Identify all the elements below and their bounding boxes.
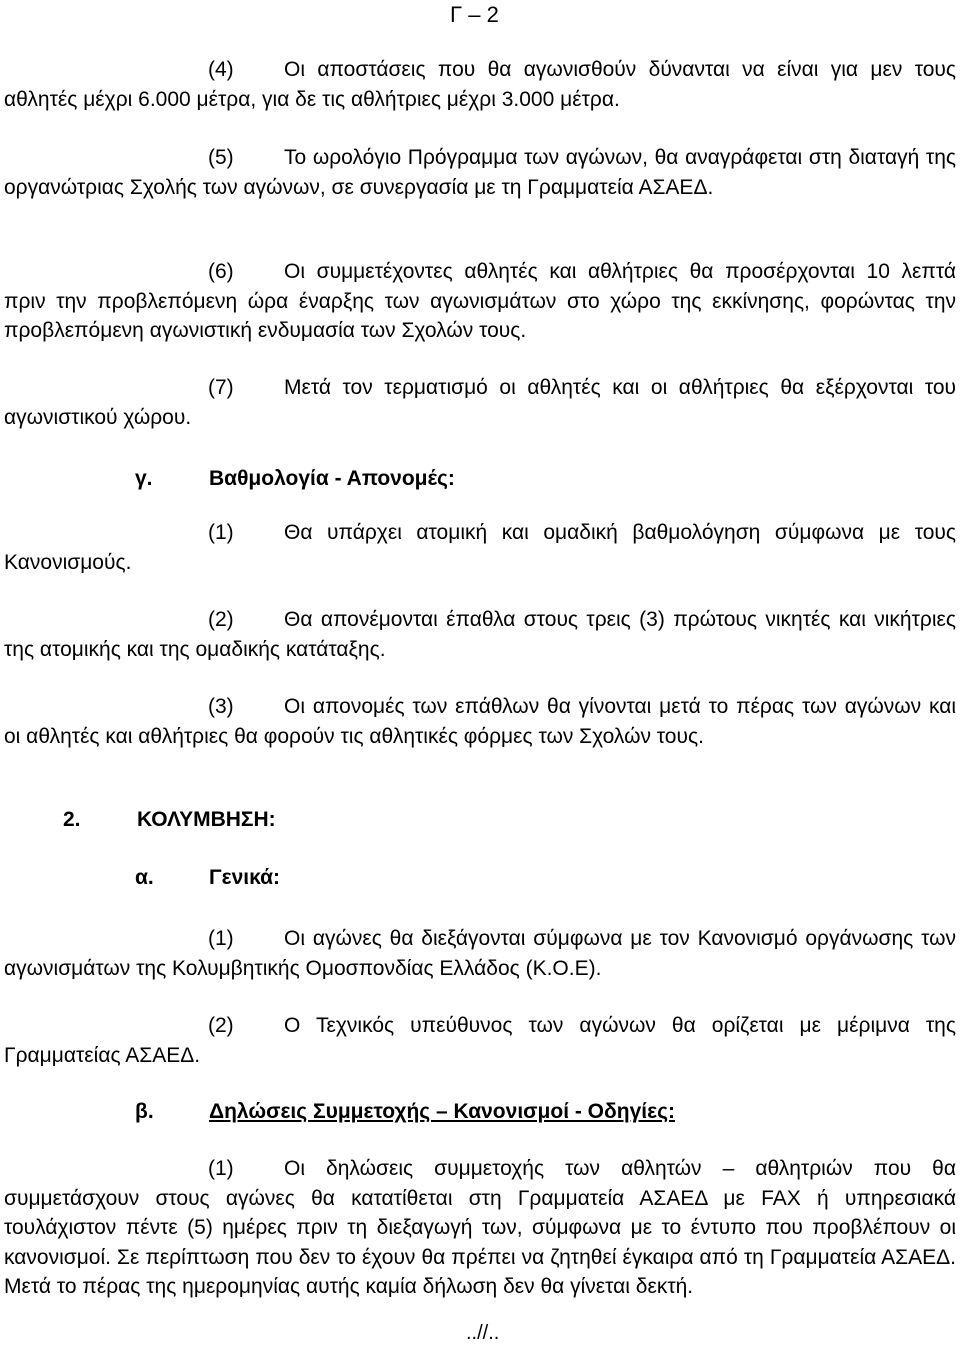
heading-letter: β. [135, 1100, 154, 1123]
paragraph-number: (1) [208, 521, 234, 544]
paragraph-text: Το ωρολόγιο Πρόγραμμα των αγώνων, θα αναγράφεται στη διαταγή της οργανώτριας Σχολής των αγώνων, σε συνεργασία με τη Γραμματεία ΑΣΑΕΔ. [4, 146, 956, 199]
page-number: Γ – 2 [450, 2, 499, 27]
paragraph-number: (5) [208, 146, 234, 169]
paragraph-number: (7) [208, 376, 234, 399]
heading-text: Βαθμολογία - Απονομές: [209, 467, 455, 490]
paragraph-text: Ο Τεχνικός υπεύθυνος των αγώνων θα ορίζεται με μέριμνα της Γραμματείας ΑΣΑΕΔ. [4, 1014, 956, 1067]
section-heading-gamma [135, 464, 455, 493]
paragraph-number: (3) [208, 695, 234, 718]
paragraph-number: (2) [208, 608, 234, 631]
paragraph-text: Οι απονομές των επάθλων θα γίνονται μετά το πέρας των αγώνων και οι αθλητές και αθλήτριες θα φορούν τις αθλητικές φόρμες των Σχολών τους. [4, 695, 956, 748]
paragraph-number: (4) [208, 58, 234, 81]
continuation-mark: ..//.. [466, 1322, 500, 1344]
paragraph-a2 [4, 1011, 956, 1070]
paragraph-text: Οι δηλώσεις συμμετοχής των αθλητών – αθλητριών που θα συμμετάσχουν στους αγώνες θα κατατίθεται στη Γραμματεία ΑΣΑΕΔ με FAX ή υπηρεσιακά τουλάχιστον πέντε (5) ημέρες πριν τη διεξαγωγή των, σύμφωνα με το έντυπο που προβλέπουν οι κανονισμοί. Σε περίπτωση που δεν το έχουν θα πρέπει να ζητηθεί έγκαιρα από τη Γραμματεία ΑΣΑΕΔ. Μετά το πέρας της ημερομηνίας αυτής καμία δήλωση δεν θα γίνεται δεκτή. [4, 1157, 956, 1298]
paragraph-text: Μετά τον τερματισμό οι αθλητές και οι αθλήτριες θα εξέρχονται του αγωνιστικού χώρου. [4, 376, 956, 429]
heading-text: Γενικά: [209, 866, 281, 889]
paragraph-g3 [4, 692, 956, 751]
paragraph-4 [4, 55, 956, 114]
paragraph-text: Οι συμμετέχοντες αθλητές και αθλήτριες θα προσέρχονται 10 λεπτά πριν την προβλεπόμενη ώρα έναρξης των αγωνισμάτων στο χώρο της εκκίνησης, φορώντας την προβλεπόμενη αγωνιστική ενδυμασία των Σχολών τους. [4, 260, 956, 342]
document-page [4, 0, 956, 1350]
paragraph-text: Θα απονέμονται έπαθλα στους τρεις (3) πρώτους νικητές και νικήτριες της ατομικής και της ομαδικής κατάταξης. [4, 608, 956, 661]
paragraph-6 [4, 257, 956, 346]
heading-number: 2. [63, 808, 81, 831]
paragraph-number: (6) [208, 260, 234, 283]
paragraph-g2 [4, 605, 956, 664]
paragraph-a1 [4, 924, 956, 983]
section-heading-swimming [63, 805, 276, 834]
heading-letter: γ. [135, 467, 153, 490]
paragraph-text: Οι αποστάσεις που θα αγωνισθούν δύνανται να είναι για μεν τους αθλητές μέχρι 6.000 μέτρα, για δε τις αθλήτριες μέχρι 3.000 μέτρα. [4, 58, 956, 111]
paragraph-b1 [4, 1154, 956, 1302]
paragraph-number: (1) [208, 927, 234, 950]
paragraph-g1 [4, 518, 956, 577]
section-heading-alpha [135, 863, 281, 892]
heading-text: Δηλώσεις Συμμετοχής – Κανονισμοί - Οδηγίες: [209, 1100, 675, 1123]
paragraph-text: Οι αγώνες θα διεξάγονται σύμφωνα με τον Κανονισμό οργάνωσης των αγωνισμάτων της Κολυμβητικής Ομοσπονδίας Ελλάδος (Κ.Ο.Ε). [4, 927, 956, 980]
heading-letter: α. [135, 866, 154, 889]
paragraph-5 [4, 143, 956, 202]
paragraph-number: (2) [208, 1014, 234, 1037]
paragraph-text: Θα υπάρχει ατομική και ομαδική βαθμολόγηση σύμφωνα με τους Κανονισμούς. [4, 521, 956, 574]
heading-text: ΚΟΛΥΜΒΗΣΗ: [137, 808, 276, 831]
paragraph-number: (1) [208, 1157, 234, 1180]
paragraph-7 [4, 373, 956, 432]
section-heading-beta [135, 1097, 675, 1126]
